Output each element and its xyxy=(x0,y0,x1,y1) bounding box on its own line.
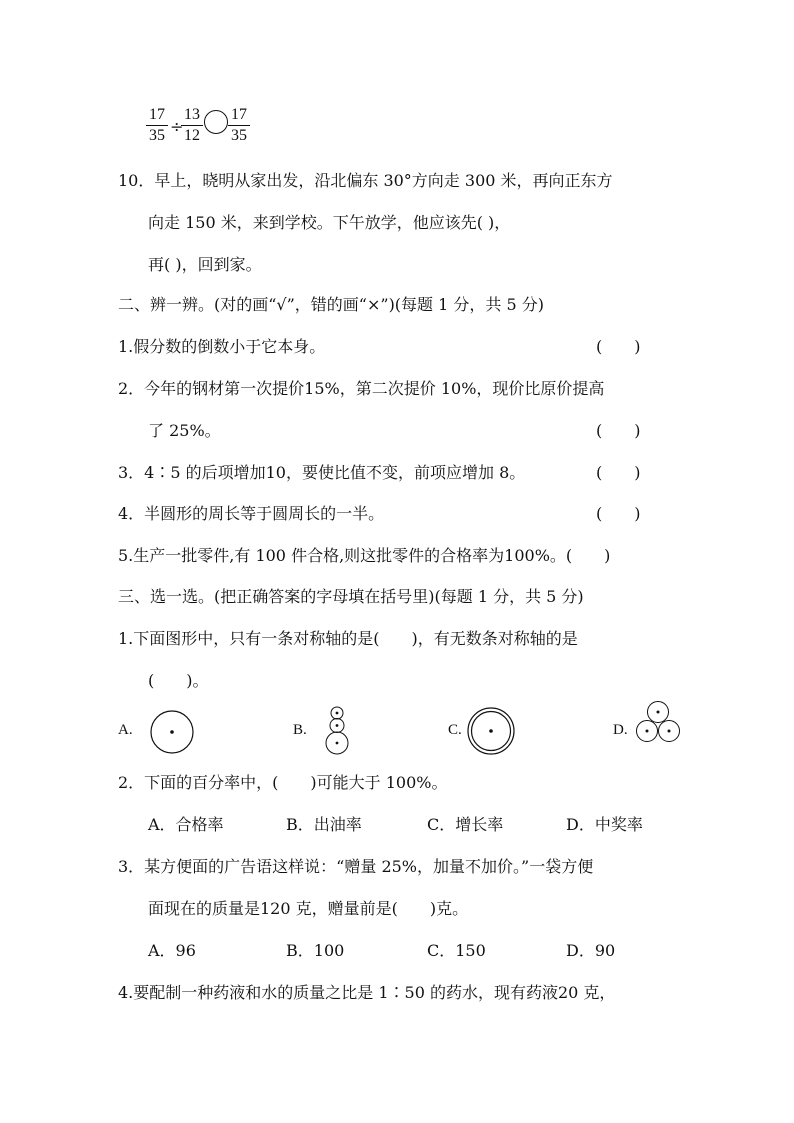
s2-item-3-paren[interactable]: ( ) xyxy=(596,463,641,482)
figure-c-concentric-circles xyxy=(466,706,516,756)
s2-item-2: 2．今年的钢材第一次提价15%，第二次提价 10%，现价比原价提高 xyxy=(118,379,605,398)
fraction-17-35-right xyxy=(228,106,250,145)
section2-heading: 二、辨一辨。(对的画“√”，错的画“×”)(每题 1 分，共 5 分) xyxy=(118,295,544,314)
option-a-label: A. xyxy=(118,722,133,738)
s2-item-5: 5.生产一批零件,有 100 件合格,则这批零件的合格率为100%。( ) xyxy=(118,546,611,565)
section3-heading: 三、选一选。(把正确答案的字母填在括号里)(每题 1 分，共 5 分) xyxy=(118,587,584,606)
s3-q1-line2: ( )。 xyxy=(148,671,209,690)
s3-q3-option-d[interactable]: D．90 xyxy=(566,941,616,960)
s2-item-4: 4．半圆形的周长等于圆周长的一半。 xyxy=(118,504,385,523)
q10-line2: 向走 150 米，来到学校。下午放学，他应该先( )， xyxy=(148,213,511,232)
s2-item-2-cont: 了 25%。 xyxy=(148,421,221,440)
s3-q2-option-b[interactable]: B．出油率 xyxy=(286,815,362,834)
s3-q3-line2: 面现在的质量是120 克，赠量前是( )克。 xyxy=(148,899,469,918)
s3-q2-option-a[interactable]: A．合格率 xyxy=(148,815,224,834)
s3-q2-option-c[interactable]: C．增长率 xyxy=(427,815,504,834)
fraction-numerator: 13 xyxy=(181,106,203,126)
option-d-label: D. xyxy=(613,722,628,738)
comparison-circle[interactable] xyxy=(204,110,228,134)
s3-q2-line: 2．下面的百分率中，( )可能大于 100%。 xyxy=(118,773,448,792)
option-c-label: C. xyxy=(448,722,462,738)
s3-q3-option-c[interactable]: C．150 xyxy=(427,941,486,960)
fraction-denominator: 12 xyxy=(184,127,200,144)
q10-line1: 10．早上，晓明从家出发，沿北偏东 30°方向走 300 米，再向正东方 xyxy=(118,171,613,190)
q10-line3: 再( )，回到家。 xyxy=(148,255,262,274)
s3-q3-option-a[interactable]: A．96 xyxy=(148,941,196,960)
fraction-denominator: 35 xyxy=(231,127,247,144)
figure-b-stacked-circles xyxy=(321,704,353,756)
fraction-17-35-left xyxy=(146,106,168,145)
figure-a-circle-with-center xyxy=(148,708,196,756)
s2-item-1-paren[interactable]: ( ) xyxy=(596,337,641,356)
fraction-denominator: 35 xyxy=(149,127,165,144)
fraction-numerator: 17 xyxy=(228,106,250,126)
s3-q3-option-b[interactable]: B．100 xyxy=(286,941,345,960)
s2-item-1: 1.假分数的倒数小于它本身。 xyxy=(118,337,326,356)
s3-q4-line1: 4.要配制一种药液和水的质量之比是 1∶50 的药水，现有药液20 克， xyxy=(118,983,616,1002)
s2-item-3: 3．4∶5 的后项增加10，要使比值不变，前项应增加 8。 xyxy=(118,463,526,482)
s3-q3-line1: 3．某方便面的广告语这样说：“赠量 25%，加量不加价。”一袋方便 xyxy=(118,857,594,876)
fraction-13-12 xyxy=(181,106,203,145)
s2-item-4-paren[interactable]: ( ) xyxy=(596,504,641,523)
option-b-label: B. xyxy=(293,722,307,738)
s3-q2-option-d[interactable]: D．中奖率 xyxy=(566,815,643,834)
s3-q1-line1: 1.下面图形中，只有一条对称轴的是( )，有无数条对称轴的是 xyxy=(118,629,578,648)
fraction-numerator: 17 xyxy=(146,106,168,126)
s2-item-2-paren[interactable]: ( ) xyxy=(596,421,641,440)
division-sign: ÷ xyxy=(170,117,184,136)
figure-d-three-circles xyxy=(633,700,683,746)
